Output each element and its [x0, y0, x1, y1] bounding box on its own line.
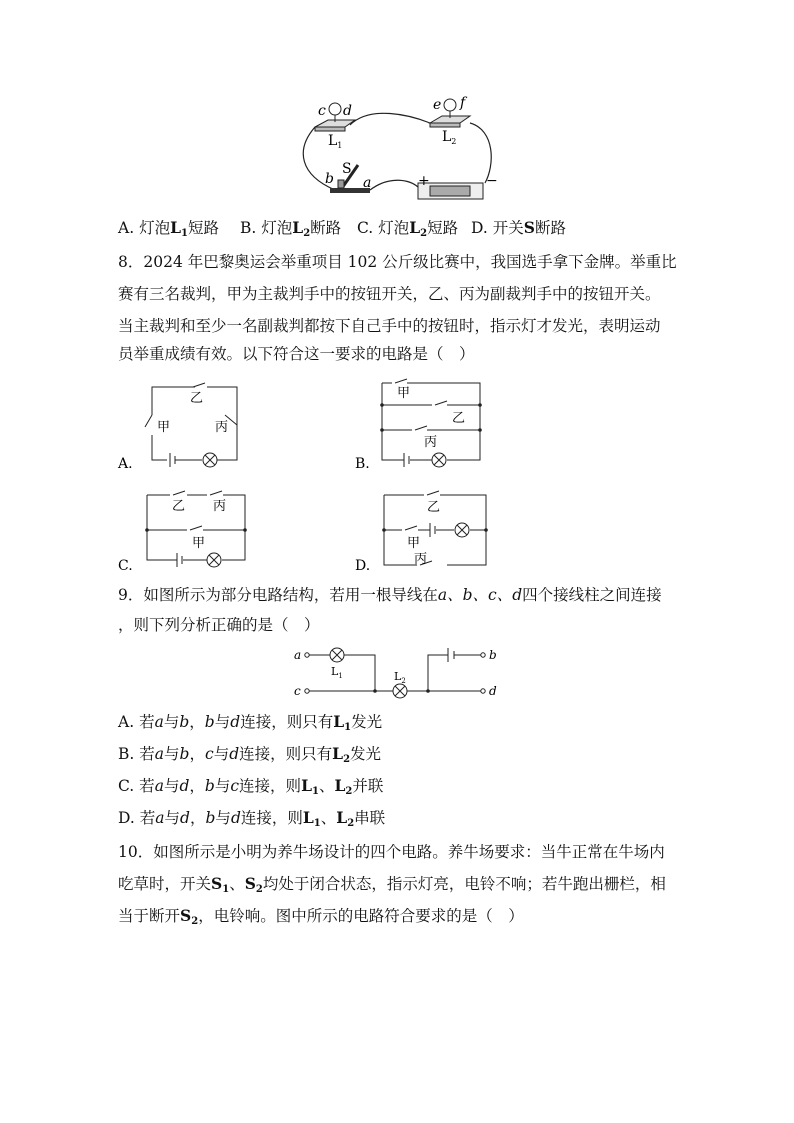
q10-line-3: 当于断开$S_2$，电铃响。图中所示的电路符合要求的是（ ） [118, 906, 524, 927]
q9-label-b: b [489, 648, 497, 662]
q7-label-L2: $L_2$ [442, 129, 457, 146]
q8-circuit-c [115, 485, 250, 575]
q9-option-b: B. 若a与b，c与d连接，则只有$L_2$发光 [118, 744, 382, 765]
q9-label-a: a [294, 648, 302, 662]
q7-label-c: c [318, 103, 326, 119]
q7-label-f: f [460, 95, 466, 111]
q7-label-d: d [343, 103, 352, 119]
q8-c-label-2: 丙 [213, 499, 227, 514]
q9-line-1: 9．如图所示为部分电路结构，若用一根导线在a、b、c、d四个接线柱之间连接 [118, 586, 662, 604]
q7-option-d: D. 开关S断路 [471, 218, 566, 237]
q8-d-label-1: 乙 [427, 500, 441, 515]
q8-circuit-d [352, 485, 492, 575]
q7-label-minus: − [486, 173, 498, 189]
q8-circuit-a [115, 375, 245, 475]
q8-circuit-b-letter: B. [355, 456, 370, 472]
q7-circuit-figure [290, 95, 510, 210]
q8-line-2: 赛有三名裁判，甲为主裁判手中的按钮开关，乙、丙为副裁判手中的按钮开关。 [118, 285, 661, 303]
q8-line-1: 8．2024 年巴黎奥运会举重项目 102 公斤级比赛中，我国选手拿下金牌。举重比 [118, 253, 677, 271]
q7-label-e: e [433, 97, 442, 113]
q8-a-label-2: 甲 [157, 420, 171, 435]
q8-line-4: 员举重成绩有效。以下符合这一要求的电路是（ ） [118, 345, 475, 363]
q8-circuit-a-letter: A. [118, 456, 133, 472]
q8-b-label-1: 甲 [397, 386, 411, 401]
q9-label-d: d [489, 684, 497, 698]
q9-circuit-figure [290, 643, 510, 703]
q9-label-c: c [294, 684, 301, 698]
q9-option-c: C. 若a与d，b与c连接，则$L_1$、$L_2$并联 [118, 776, 384, 797]
q8-c-label-3: 甲 [192, 536, 206, 551]
q10-line-2: 吃草时，开关$S_1$、$S_2$均处于闭合状态，指示灯亮，电铃不响；若牛跑出栅栏，相 [118, 874, 666, 895]
q9-option-d: D. 若a与d，b与d连接，则$L_1$、$L_2$串联 [118, 808, 386, 829]
q8-line-3: 当主裁判和至少一名副裁判都按下自己手中的按钮时，指示灯才发光，表明运动 [118, 317, 661, 335]
q7-label-L1: $L_1$ [328, 133, 343, 150]
q7-label-S: S [342, 161, 352, 177]
q7-label-plus: + [418, 173, 430, 189]
q8-circuit-d-letter: D. [355, 558, 371, 574]
q10-line-1: 10．如图所示是小明为养牛场设计的四个电路。养牛场要求：当牛正常在牛场内 [118, 843, 665, 861]
q8-a-label-1: 乙 [190, 391, 204, 406]
q9-label-L2: $L_2$ [394, 670, 406, 685]
q8-circuit-b [352, 375, 487, 475]
q9-line-2: ，则下列分析正确的是（ ） [118, 616, 320, 634]
q8-c-label-1: 乙 [172, 499, 186, 514]
q8-d-label-3: 丙 [414, 552, 428, 567]
q7-option-b: B. 灯泡$L_2$断路 [240, 218, 342, 239]
q7-option-c: C. 灯泡$L_2$短路 [357, 218, 459, 239]
q8-b-label-3: 丙 [424, 435, 438, 450]
q8-circuit-c-letter: C. [118, 558, 133, 574]
q8-d-label-2: 甲 [407, 536, 421, 551]
q7-option-a: A. 灯泡$L_1$短路 [118, 218, 219, 239]
q9-label-L1: $L_1$ [331, 665, 343, 680]
q7-label-a: a [363, 175, 372, 191]
q7-label-b: b [325, 171, 334, 187]
q8-a-label-3: 丙 [215, 420, 229, 435]
q9-option-a: A. 若a与b，b与d连接，则只有$L_1$发光 [118, 712, 383, 733]
q8-b-label-2: 乙 [452, 411, 466, 426]
